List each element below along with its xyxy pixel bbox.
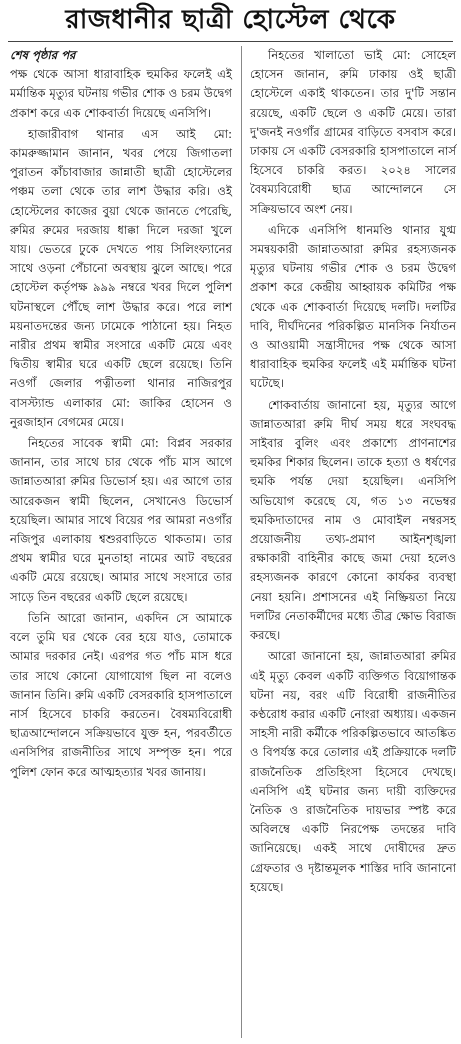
headline: রাজধানীর ছাত্রী হোস্টেল থেকে (65, 5, 396, 35)
left-column (10, 46, 232, 782)
paragraph: আরো জানানো হয়, জান্নাতআরা রুমির এই মৃত্যু কেবল একটি ব্যক্তিগত বিয়োগান্তক ঘটনা নয়, বরং এটি বিরোধী রাজনীতির কণ্ঠরোধ করার একটি নোংরা অধ্যায়। একজন সাহসী নারী কর্মীকে পরিকল্পিতভাবে আতঙ্কিত ও বিপর্যস্ত করে তোলার এই প্রক্রিয়াকে দলটি রাজনৈতিক প্রতিহিংসা হিসেবে দেখছে। এনসিপি এই ঘটনার জন্য দায়ী ব্যক্তিদের নৈতিক ও রাজনৈতিক দায়ভার স্পষ্ট করে অবিলম্বে একটি নিরপেক্ষ তদন্তের দাবি জানিয়েছে। একই সাথে দোষীদের দ্রুত গ্রেফতার ও দৃষ্টান্তমূলক শাস্তির দাবি জানানো হয়েছে। (250, 649, 456, 894)
paragraph: পক্ষ থেকে আসা ধারাবাহিক হুমকির ফলেই এই মর্মান্তিক মৃত্যুর ঘটনায় গভীর শোক ও চরম উদ্বেগ প্রকাশ করে এক শোকবার্তা দিয়েছে এনসিপি। (10, 67, 232, 120)
continuation-kicker: শেষ পৃষ্ঠার পর (10, 48, 76, 62)
column-divider (241, 46, 242, 1038)
headline-rule (8, 41, 453, 42)
paragraph: নিহতের সাবেক স্বামী মো: বিপ্লব সরকার জানান, তার সাথে চার থেকে পাঁচ মাস আগে জান্নাতআরা রুমির ডিভোর্স হয়। এর আগে তার আরেকজন স্বামী ছিলেন, সেখানেও ডিভোর্স হয়েছিল। আমার সাথে বিয়ের পর আমরা নওগাঁর নজিপুর এলাকায় শ্বশুরবাড়িতে থাকতাম। তার প্রথম স্বামীর ঘরে মুনতাহা নামের আট বছরের একটি মেয়ে রয়েছে। আমার সাথে সংসারে তার সাড়ে তিন বছরের একটি ছেলে রয়েছে। (10, 436, 232, 604)
paragraph: নিহতের খালাতো ভাই মো: সোহেল হোসেন জানান, রুমি ঢাকায় ওই ছাত্রী হোস্টেলে একাই থাকতেন। তার দু'টি সন্তান রয়েছে, একটি ছেলে ও একটি মেয়ে। তারা দু'জনই নওগাঁর গ্রামের বাড়িতে বসবাস করে। ঢাকায় সে একটি বেসরকারি হাসপাতালে নার্স হিসেবে চাকরি করত। ২০২৪ সালের বৈষম্যবিরোধী ছাত্র আন্দোলনে সে সক্রিয়ভাবে অংশ নেয়। (250, 48, 456, 216)
paragraph: হাজারীবাগ থানার এস আই মো: কামরুজ্জামান জানান, খবর পেয়ে জিগাতলা পুরাতন কাঁচাবাজার জান্নাতী ছাত্রী হোস্টেলের পঞ্চম তলা থেকে তার লাশ উদ্ধার করি। ওই হোস্টেলের কাজের বুয়া থেকে জানতে পেরেছি, রুমির রুমের দরজায় ধাক্কা দিলে দরজা খুলে যায়। ভেতরে ঢুকে দেখতে পায় সিলিংফ্যানের সাথে ওড়না পেঁচানো অবস্থায় ঝুলে আছে। পরে হোস্টেল কর্তৃপক্ষ ৯৯৯ নম্বরে খবর দিলে পুলিশ ঘটনাস্থলে পৌঁছে লাশ উদ্ধার করে। পরে লাশ ময়নাতদন্তের জন্য ঢামেকে পাঠানো হয়। নিহত নারীর প্রথম স্বামীর সংসারে একটি মেয়ে এবং দ্বিতীয় স্বামীর ঘরে একটি ছেলে রয়েছে। তিনি নওগাঁ জেলার পত্নীতলা থানার নাজিরপুর বাসস্ট্যান্ড এলাকার মো: জাকির হোসেন ও নুরজাহান বেগমের মেয়ে। (10, 126, 232, 429)
paragraph: তিনি আরো জানান, একদিন সে আমাকে বলে তুমি ঘর থেকে বের হয়ে যাও, তোমাকে আমার দরকার নেই। এরপর গত পাঁচ মাস ধরে তার সাথে কোনো যোগাযোগ ছিল না বলেও জানান তিনি। রুমি একটি বেসরকারি হাসপাতালে নার্স হিসেবে চাকরি করতেন। বৈষম্যবিরোধী ছাত্রআন্দোলনে সক্রিয়ভাবে যুক্ত হন, পরবর্তীতে এনসিপির রাজনীতির সাথে সম্পৃক্ত হন। পরে পুলিশ ফোন করে আত্মহত্যার খবর জানায়। (10, 610, 232, 779)
paragraph: শোকবার্তায় জানানো হয়, মৃত্যুর আগে জান্নাতআরা রুমি দীর্ঘ সময় ধরে সংঘবদ্ধ সাইবার বুলিং এবং প্রকাশ্যে প্রাণনাশের হুমকির শিকার ছিলেন। তাকে হত্যা ও ধর্ষণের হুমকি পর্যন্ত দেয়া হয়েছিল। এনসিপি অভিযোগ করেছে যে, গত ১৩ নভেম্বর হুমকিদাতাদের নাম ও মোবাইল নম্বরসহ প্রয়োজনীয় তথ্য-প্রমাণ আইনশৃঙ্খলা রক্ষাকারী বাহিনীর কাছে জমা দেয়া হলেও রহস্যজনক কারণে কোনো কার্যকর ব্যবস্থা নেয়া হয়নি। প্রশাসনের এই নিষ্ক্রিয়তা নিয়ে দলটির নেতাকর্মীদের মধ্যে তীব্র ক্ষোভ বিরাজ করছে। (250, 397, 456, 643)
right-column (250, 46, 456, 897)
paragraph: এদিকে এনসিপি ধানমণ্ডি থানার যুগ্ম সমন্বয়কারী জান্নাতআরা রুমির রহস্যজনক মৃত্যুর ঘটনায় গভীর শোক ও চরম উদ্বেগ প্রকাশ করে কেন্দ্রীয় আহ্বায়ক কমিটির পক্ষ থেকে এক শোকবার্তা দিয়েছে দলটি। দলটির দাবি, দীর্ঘদিনের পরিকল্পিত মানসিক নির্যাতন ও আওয়ামী সন্ত্রাসীদের পক্ষ থেকে আসা ধারাবাহিক হুমকির ফলেই এই মর্মান্তিক ঘটনা ঘটেছে। (250, 222, 456, 391)
